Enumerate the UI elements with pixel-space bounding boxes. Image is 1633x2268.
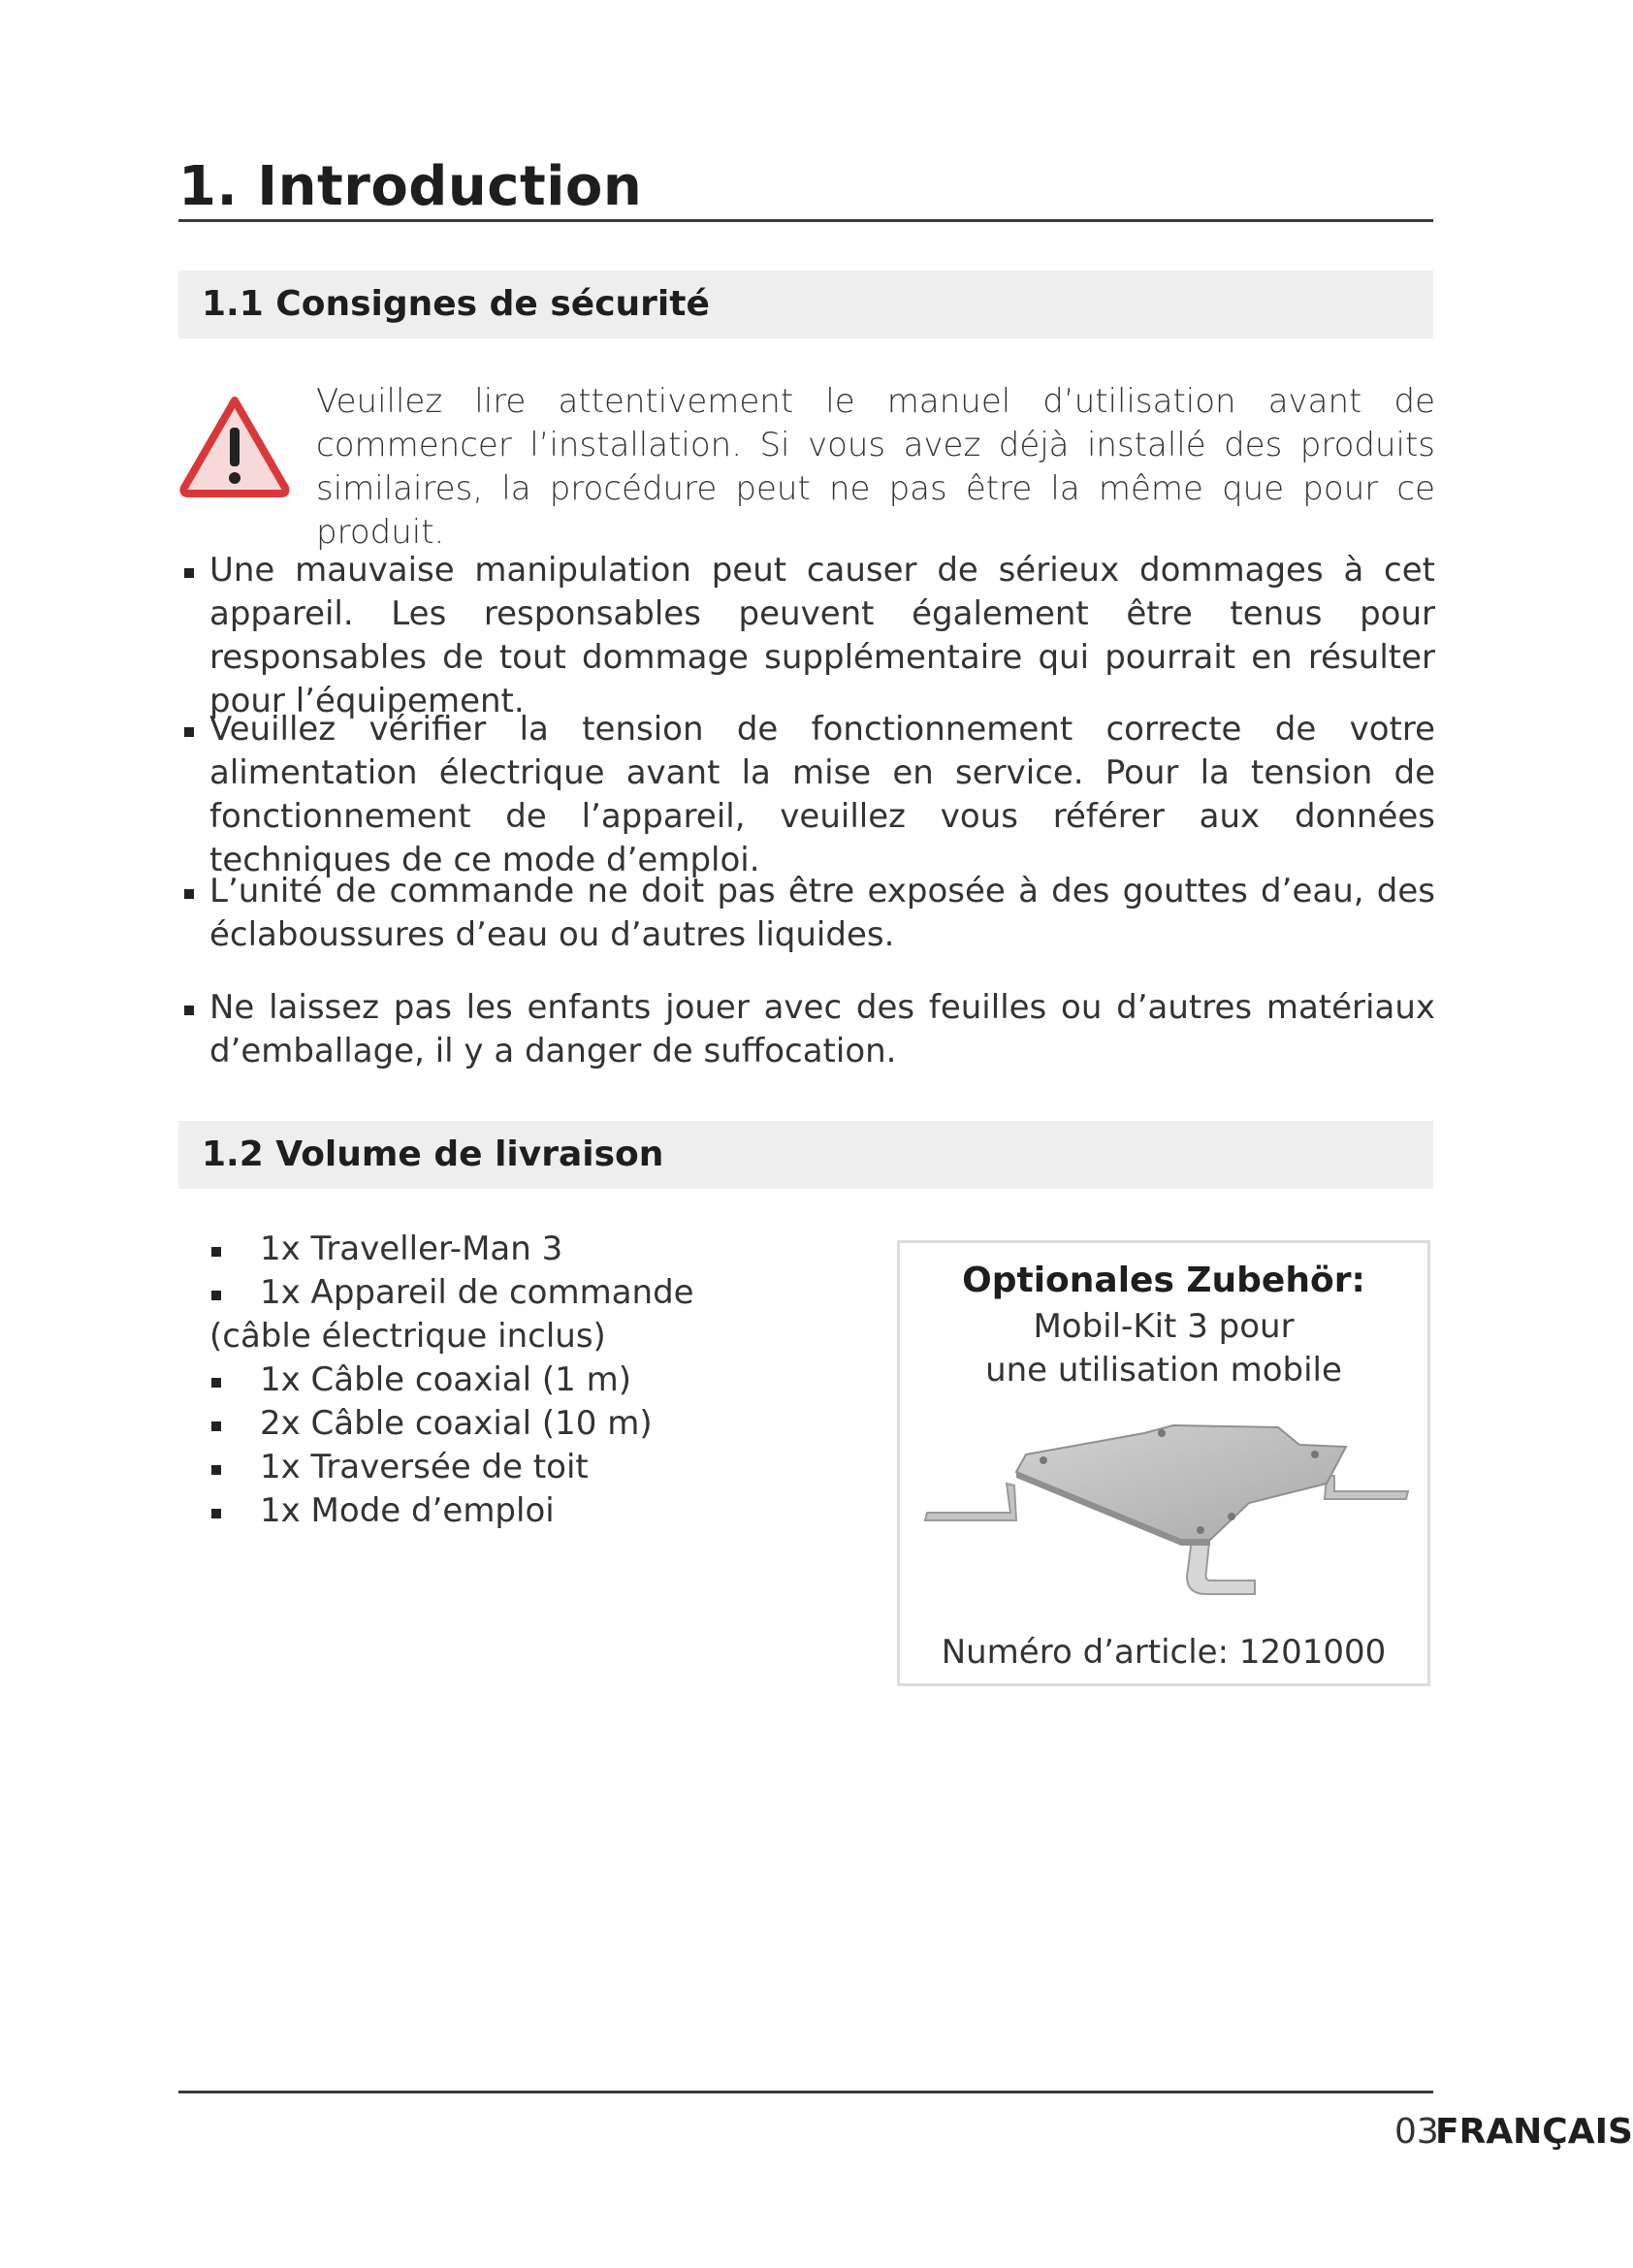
delivery-list xyxy=(206,1228,710,1533)
section-header-safety xyxy=(178,271,1433,338)
list-item-text: L’unité de commande ne doit pas être exposée à des gouttes d’eau, des éclaboussures d’eau ou d’autres liquides. xyxy=(209,872,1435,954)
warning-text: Veuillez lire attentivement le manuel d’utilisation avant de commencer l’installation. Si vous avez déjà installé des produits similaires, la procédure peut ne pas être la même que pour ce produit. xyxy=(316,382,1435,552)
list-item xyxy=(178,870,1435,957)
footer-divider xyxy=(178,2091,1433,2093)
list-item-text: Une mauvaise manipulation peut causer de sérieux dommages à cet appareil. Les responsables peuvent également être tenus pour responsables de tout dommage supplémentaire qui pourrait en résulter pour l’équipement. xyxy=(209,551,1435,720)
section-title-safety: 1.1 Consignes de sécurité xyxy=(202,284,710,324)
accessory-description xyxy=(900,1305,1427,1392)
page-number: 03 xyxy=(1394,2112,1439,2152)
bullet-icon xyxy=(211,1378,221,1388)
bullet-icon xyxy=(211,1509,221,1518)
bullet-icon xyxy=(184,568,194,578)
bullet-icon xyxy=(211,1247,221,1257)
safety-list xyxy=(178,986,1435,1073)
bullet-icon xyxy=(184,1006,194,1015)
list-item xyxy=(178,986,1435,1073)
list-item-text: Veuillez vérifier la tension de fonctionnement correcte de votre alimentation électrique avant la mise en service. Pour la tension de fonctionnement de l’appareil, veuillez vous référer aux données techniques de ce mode d’emploi. xyxy=(209,710,1435,879)
mobil-kit-image xyxy=(919,1416,1414,1600)
accessory-box xyxy=(897,1240,1430,1686)
bullet-icon xyxy=(211,1291,221,1300)
footer-language: FRANÇAIS xyxy=(1435,2112,1633,2152)
bullet-icon xyxy=(184,889,194,899)
list-item-continuation: (câble électrique inclus) xyxy=(209,1317,606,1356)
page-title: 1. Introduction xyxy=(178,155,643,218)
list-item: 1x Traveller-Man 3 xyxy=(206,1228,710,1271)
accessory-line-1: Mobil-Kit 3 pour xyxy=(1033,1307,1295,1346)
section-header-delivery xyxy=(178,1121,1433,1189)
bullet-icon xyxy=(184,727,194,737)
list-item xyxy=(178,549,1435,723)
list-item: 1x Traversée de toit xyxy=(206,1446,710,1489)
list-item: 2x Câble coaxial (10 m) xyxy=(206,1402,710,1446)
title-divider xyxy=(178,219,1433,222)
safety-list xyxy=(178,708,1435,882)
accessory-title: Optionales Zubehör: xyxy=(962,1261,1365,1300)
list-item: 1x Câble coaxial (1 m) xyxy=(206,1358,710,1402)
list-item: 1x Mode d’emploi xyxy=(206,1489,710,1533)
article-number: Numéro d’article: 1201000 xyxy=(941,1633,1387,1672)
bullet-icon xyxy=(211,1421,221,1431)
warning-triangle-icon xyxy=(176,393,293,499)
safety-list xyxy=(178,549,1435,723)
accessory-line-2: une utilisation mobile xyxy=(985,1351,1342,1390)
safety-list xyxy=(178,870,1435,957)
list-item-text: Ne laissez pas les enfants jouer avec des feuilles ou d’autres matériaux d’emballage, il y a danger de suffocation. xyxy=(209,988,1435,1070)
list-item xyxy=(178,708,1435,882)
bullet-icon xyxy=(211,1465,221,1475)
list-item: 1x Appareil de commande xyxy=(206,1271,710,1315)
section-title-delivery: 1.2 Volume de livraison xyxy=(202,1134,664,1174)
